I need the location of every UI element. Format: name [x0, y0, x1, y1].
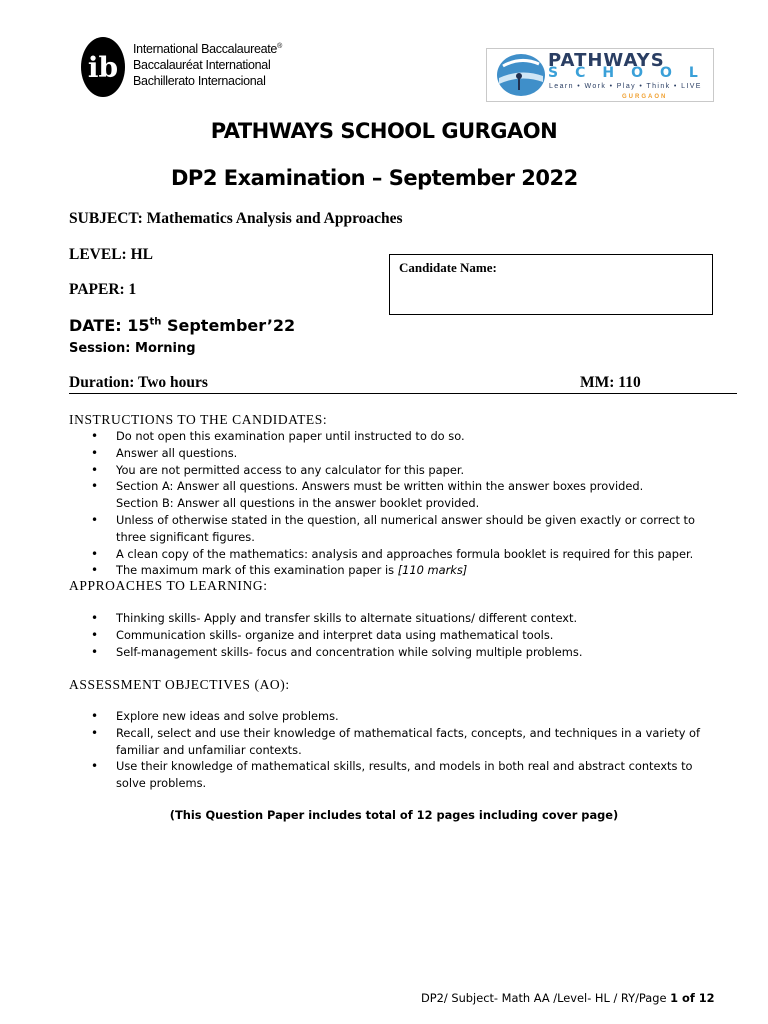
ib-name-lines — [133, 39, 282, 89]
list-item: • Answer all questions. — [89, 445, 729, 462]
page-footer: DP2/ Subject- Math AA /Level- HL / RY/Page 1 of 12 — [421, 991, 715, 1005]
page-count-note: (This Question Paper includes total of 12 pages including cover page) — [169, 808, 619, 822]
page-number: 1 of 12 — [670, 991, 715, 1005]
paper-line: PAPER: 1 — [69, 281, 137, 298]
instructions-list — [89, 428, 729, 579]
candidate-name-label: Candidate Name: — [399, 260, 497, 275]
list-item: • Communication skills- organize and interpret data using mathematical tools. — [89, 627, 729, 644]
list-item: • Thinking skills- Apply and transfer skills to alternate situations/ different context. — [89, 610, 729, 627]
pathways-logo-word1: PATHWAYS — [548, 50, 665, 71]
list-item: • Use their knowledge of mathematical skills, results, and models in both real and abstract contexts to — [89, 758, 729, 775]
pathways-logo-city: GURGAON — [622, 94, 668, 100]
ib-line-en: International Baccalaureate® — [133, 42, 282, 57]
ib-line-fr: Baccalauréat International — [133, 58, 271, 73]
exam-title: DP2 Examination – September 2022 — [171, 166, 578, 190]
pathways-logo-tagline: Learn • Work • Play • Think • LIVE — [549, 83, 702, 90]
list-item: • Explore new ideas and solve problems. — [89, 708, 729, 725]
school-title: PATHWAYS SCHOOL GURGAON — [210, 119, 558, 143]
approaches-heading: APPROACHES TO LEARNING: — [69, 578, 268, 593]
instructions-heading: INSTRUCTIONS TO THE CANDIDATES: — [69, 412, 328, 427]
session-line: Session: Morning — [69, 341, 196, 356]
subject-line: SUBJECT: Mathematics Analysis and Approaches — [69, 210, 403, 227]
objectives-heading: ASSESSMENT OBJECTIVES (AO): — [69, 677, 290, 692]
duration-line: Duration: Two hours — [69, 374, 208, 391]
list-item-continuation: solve problems. — [116, 776, 207, 791]
pathways-logo-word2: SCHOOL — [548, 65, 715, 81]
list-item: • A clean copy of the mathematics: analysis and approaches formula booklet is required for this paper. — [89, 546, 729, 563]
level-line: LEVEL: HL — [69, 246, 153, 263]
list-item: • The maximum mark of this examination paper is [110 marks] — [89, 562, 729, 579]
approaches-list — [89, 610, 729, 660]
list-item: • Do not open this examination paper until instructed to do so. — [89, 428, 729, 445]
list-item: • Unless of otherwise stated in the question, all numerical answer should be given exactly or correct to — [89, 512, 729, 529]
max-marks-note: [110 marks] — [397, 563, 468, 578]
list-item-continuation: familiar and unfamiliar contexts. — [116, 742, 302, 757]
list-item: • Recall, select and use their knowledge of mathematical facts, concepts, and techniques in a variety of — [89, 725, 729, 742]
date-line: DATE: 15th September’22 — [69, 316, 296, 335]
max-marks: MM: 110 — [580, 374, 641, 391]
list-item: • Section A: Answer all questions. Answers must be written within the answer boxes provided. — [89, 478, 729, 495]
list-item-continuation: three significant figures. — [116, 529, 255, 544]
list-item: • Self-management skills- focus and concentration while solving multiple problems. — [89, 644, 729, 661]
pathways-globe-icon — [495, 52, 547, 98]
list-item: • You are not permitted access to any calculator for this paper. — [89, 462, 729, 479]
objectives-list — [89, 708, 729, 792]
divider-rule — [69, 393, 737, 394]
list-item-continuation: Section B: Answer all questions in the answer booklet provided. — [116, 496, 480, 511]
ib-line-es: Bachillerato Internacional — [133, 74, 266, 89]
ib-logo-mark: ib — [87, 51, 119, 84]
